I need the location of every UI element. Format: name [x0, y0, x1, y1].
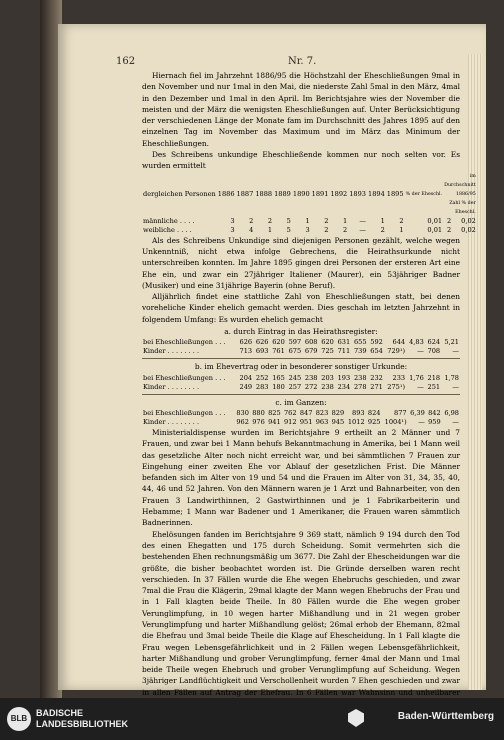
cell: 233: [392, 373, 406, 382]
row-label: Kinder . . . . . . . .: [143, 417, 200, 426]
cell: 962: [236, 417, 249, 426]
t1-year: 1887: [236, 189, 254, 198]
cell: 278: [353, 382, 367, 391]
row-label: bei Eheschließungen . . .: [143, 408, 226, 417]
cell: 620: [272, 338, 285, 347]
cell: 675: [288, 347, 302, 356]
table-row: [142, 338, 460, 347]
paragraph-3: Als des Schreibens Unkundige sind diejenigen Personen gezählt, welche wegen Unkenntniß, nicht etwa infolge Gebrechens, die Heirathsurkunde nicht unterschreiben konnten. Im Jahre 1895 gingen drei Personen der ersteren Art eine Ehe ein, und zwar ein 27jähriger Italiener (Maurer), ein 53jähriger Badner (Musiker) und eine 31jährige Bayerin (ohne Beruf).: [142, 235, 460, 290]
t1-avg-head: im Durchschnitt 1886/95 Zahl % der Eheschl.: [444, 173, 476, 215]
page-edges: [468, 54, 482, 690]
row-label: bei Eheschließungen . . .: [143, 373, 226, 382]
cell: 1: [305, 216, 310, 225]
cell: —: [359, 216, 366, 225]
cell: 180: [272, 382, 285, 391]
cell: 5: [286, 216, 291, 225]
table-row: [142, 409, 460, 418]
t1-year: 1886: [217, 189, 235, 198]
state-name[interactable]: Baden-Württemberg: [397, 711, 494, 722]
paragraph-4: Alljährlich findet eine stattliche Zahl von Eheschließungen statt, bei denen voreheliche Kinder ehelich gemacht werden. Dies geschah im letzten Jahrzehnt in folgendem Umfang: Es wurden ehelich gemacht: [142, 292, 460, 324]
cell: 1,76: [409, 373, 424, 382]
cell: 252: [255, 373, 269, 382]
cell: 203: [321, 373, 334, 382]
running-title: Nr. 7.: [288, 56, 317, 67]
cell: 3: [230, 216, 235, 225]
cell: 2: [267, 216, 273, 225]
paragraph-5: Ministerialdispense wurden im Berichtsjahre 9 ertheilt an 2 Männer und 7 Frauen, und zwar bei 1 Mann behufs Bekanntmachung in Amerika, bei 1 Mann weil das gesetzliche Alter noch nicht erreicht war, und bei sämmtlichen 7 Frauen zur Eingehung einer zweiten Ehe vor Ablauf der gesetzlichen Frist. Die Männer befanden sich im Alter von 19 und 54 und die Frauen im Alter von 31, 34, 35, 40, 44, 46 und 52 Jahren. Von den Männern waren je 1 Arzt und Bahnarbeiter, von den Frauen 3 Landwirthinnen, 2 Gastwirthinnen und je 1 Fabrikarbeiterin und Hebamme; 1 Mann war Badener und 1 Amerikaner, die Frauen waren sämmtlich Badnerinnen.: [142, 427, 460, 528]
cell: —: [359, 225, 366, 234]
table-row: [142, 374, 460, 383]
page-header: [58, 56, 486, 70]
state-crest-icon: [348, 709, 364, 727]
legitimation-table-b: [142, 374, 460, 392]
cell: 3: [230, 225, 235, 234]
cell: 708: [427, 347, 441, 356]
divider: [142, 394, 460, 395]
cell: 941: [268, 417, 281, 426]
cell: 272: [304, 382, 318, 391]
cell: 597: [288, 338, 302, 347]
cell: 2: [380, 225, 385, 234]
cell: 0,01: [427, 225, 443, 234]
cell: 761: [272, 347, 285, 356]
illiterate-table: [142, 172, 477, 235]
cell: 976: [252, 417, 265, 426]
cell: 251: [427, 382, 441, 391]
cell: 925: [367, 417, 381, 426]
cell: 1012: [347, 417, 365, 426]
t1-year: 1889: [274, 189, 291, 198]
section-c-title: c. im Ganzen:: [275, 397, 327, 407]
table-row: [142, 418, 460, 427]
page-body: [142, 70, 476, 698]
cell: 249: [239, 382, 253, 391]
cell: 5: [286, 225, 291, 234]
cell: 4,83: [409, 338, 424, 347]
t1-year: 1895: [386, 189, 404, 198]
cell: 2: [447, 225, 452, 234]
cell: 193: [337, 373, 351, 382]
cell: 1: [343, 216, 348, 225]
row-label: Kinder . . . . . . . .: [143, 347, 200, 356]
cell: —: [417, 382, 424, 391]
cell: 271: [370, 382, 383, 391]
section-b-title: b. im Ehevertrag oder in besonderer sonstiger Urkunde:: [194, 362, 408, 372]
cell: 693: [255, 347, 269, 356]
cell: 218: [427, 373, 441, 382]
cell: 608: [304, 338, 318, 347]
cell: 1: [380, 216, 385, 225]
cell: 5,21: [444, 338, 459, 347]
cell: 893: [352, 408, 365, 417]
cell: 592: [370, 338, 383, 347]
cell: 2: [324, 216, 329, 225]
t1-year: 1888: [255, 189, 273, 198]
cell: 739: [353, 347, 367, 356]
cell: 725: [321, 347, 334, 356]
library-name-line: LANDESBIBLIOTHEK: [36, 719, 128, 729]
cell: 762: [283, 408, 297, 417]
cell: 626: [255, 338, 269, 347]
cell: 1,78: [444, 373, 459, 382]
cell: —: [417, 347, 424, 356]
row-label: Kinder . . . . . . . .: [143, 382, 200, 391]
divider: [142, 358, 460, 359]
cell: 880: [252, 408, 265, 417]
cell: 713: [239, 347, 253, 356]
blb-logo[interactable]: BLB: [7, 707, 31, 731]
cell: 0,02: [461, 225, 476, 234]
cell: 2: [399, 216, 404, 225]
cell: 945: [331, 417, 345, 426]
row-label: bei Eheschließungen . . .: [143, 338, 226, 347]
cell: —: [452, 347, 459, 356]
legitimation-table-c: [142, 409, 460, 427]
cell: 825: [268, 408, 281, 417]
cell: 238: [304, 373, 318, 382]
cell: 823: [315, 408, 329, 417]
library-name-line: BADISCHE: [36, 708, 84, 718]
cell: 3: [305, 225, 310, 234]
paragraph-6: Ehelösungen fanden im Berichtsjahre 9 369 statt, nämlich 9 194 durch den Tod des einen Ehegatten und 175 durch Scheidung. Somit vermehrten sich die bestehenden Ehen rechnungsmäßig um 3677. Die Zahl der Ehescheidungen war die größte, die bisher beobachtet worden ist. Die Gründe derselben waren recht verschieden. In 37 Fällen wurde die Ehe wegen Ehebruchs geschieden, und zwar 7mal die Frau die Klägerin, 29mal klagte der Mann wegen Ehebruchs der Frau und in 1 Fall klagten beide Theile. In 80 Fällen wurde die Ehe wegen grober Verunglimpfung, in 10 wegen harter Mißhandlung und in 21 wegen grober Verunglimpfung und harter Mißhandlung gelöst; 26mal erhob der Ehemann, 82mal die Ehefrau und 3mal beide Theile die Klage auf Ehescheidung. In 1 Fall klagte die Frau wegen Lebensgefährlichkeit und in 2 Fällen wegen Lebensgefährlichkeit, harter Mißhandlung und grober Verunglimpfung, ferner 4mal der Mann und 1mal beide Theile wegen Ehebruch und grober Verunglimpfung auf Scheidung. Wegen 3jähriger Landflüchtigkeit und Verschollenheit wurden 7 Ehen geschieden und zwar in allen Fällen auf Antrag der Ehefrau. In 6 Fällen war Wahnsinn und unheilbarer: [142, 529, 460, 697]
cell: 847: [299, 408, 313, 417]
cell: 0,02: [461, 216, 476, 225]
t1-pct-head: % der Eheschl.: [405, 191, 443, 197]
cell: 245: [288, 373, 302, 382]
cell: 620: [321, 338, 334, 347]
cell: 959: [428, 417, 441, 426]
cell: 2: [447, 216, 452, 225]
t1-year: 1892: [330, 189, 348, 198]
cell: 951: [299, 417, 313, 426]
legitimation-table-a: [142, 338, 460, 356]
library-name[interactable]: [36, 708, 128, 730]
footer-bar: [0, 698, 504, 740]
cell: 654: [370, 347, 383, 356]
cell: 626: [239, 338, 253, 347]
cell: 275¹): [387, 382, 406, 391]
table-row: [142, 383, 460, 392]
table-row: [142, 217, 477, 226]
t1-label: dergleichen Personen: [143, 189, 216, 198]
cell: —: [452, 382, 459, 391]
cell: 711: [337, 347, 351, 356]
cell: 257: [288, 382, 302, 391]
cell: 165: [272, 373, 285, 382]
cell: 912: [283, 417, 297, 426]
cell: 6,39: [410, 408, 425, 417]
t1-year: 1894: [368, 189, 385, 198]
row-label: weibliche . . . .: [143, 225, 192, 234]
page-number: 162: [116, 56, 136, 67]
cell: 1004¹): [384, 417, 407, 426]
cell: 204: [239, 373, 253, 382]
cell: 624: [427, 338, 441, 347]
cell: 2: [343, 225, 348, 234]
t1-year: 1893: [349, 189, 366, 198]
cell: —: [418, 417, 425, 426]
cell: 4: [249, 225, 254, 234]
cell: 631: [337, 338, 351, 347]
paragraph-2: Des Schreibens unkundige Eheschließende kommen nur noch selten vor. Es wurden ermittelt: [142, 150, 460, 171]
cell: 234: [337, 382, 351, 391]
cell: 655: [353, 338, 367, 347]
cell: 644: [392, 338, 406, 347]
section-a-title: a. durch Eintrag in das Heirathsregister:: [224, 327, 378, 337]
cell: 283: [255, 382, 269, 391]
cell: 679: [304, 347, 318, 356]
cell: 2: [249, 216, 254, 225]
cell: 824: [367, 408, 381, 417]
cell: 2: [324, 225, 329, 234]
cell: 963: [315, 417, 329, 426]
row-label: männliche . . . .: [143, 216, 195, 225]
table-row: [142, 226, 477, 235]
cell: 829: [331, 408, 345, 417]
cell: 830: [236, 408, 249, 417]
cell: 842: [428, 408, 441, 417]
cell: 729¹): [387, 347, 406, 356]
cell: 238: [321, 382, 334, 391]
cell: 1: [399, 225, 404, 234]
t1-year: 1891: [311, 189, 329, 198]
t1-year: 1890: [292, 189, 310, 198]
cell: 6,98: [444, 408, 459, 417]
table-row: [142, 347, 460, 356]
cell: 0,01: [427, 216, 443, 225]
cell: 1: [267, 225, 273, 234]
cell: 232: [370, 373, 383, 382]
cell: 238: [353, 373, 367, 382]
cell: —: [452, 417, 459, 426]
paragraph-1: Hiernach fiel im Jahrzehnt 1886/95 die Höchstzahl der Eheschließungen 9mal in den November und nur 1mal in den Mai, die niederste Zahl 5mal in den März, 4mal in den Dezember und 1mal in den April. Im Berichtsjahre wies der November die meisten und der März die wenigsten Eheschließungen auf. Unter Berücksichtigung der verschiedenen Länge der Monate fam im Durchschnitt des Jahres 1895 auf den einzelnen Tag im November das Maximum und im März das Minimum der Eheschließungen.: [142, 71, 460, 148]
cell: 877: [394, 408, 407, 417]
